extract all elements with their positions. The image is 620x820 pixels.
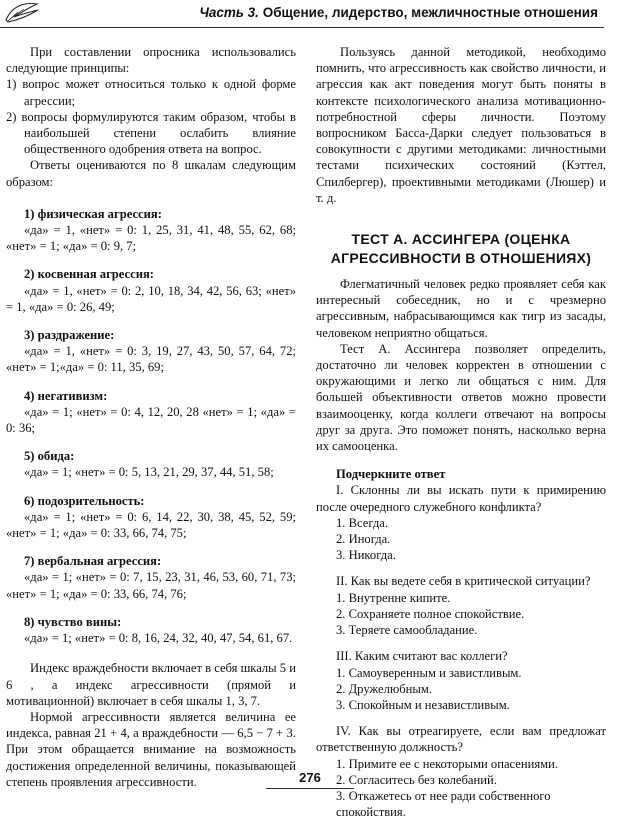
scale-title: 4) негативизм: xyxy=(24,388,108,403)
left-column xyxy=(6,44,296,790)
scale-title: 1) физическая агрессия: xyxy=(24,206,162,221)
index-paragraph: Индекс враждебности включает в себя шкалы 5 и 6 , а индекс агрессивности (прямой и мотивационной) включает в себя шкалы 1, 3, 7. xyxy=(6,661,296,708)
chapter-title: Общение, лидерство, межличностные отношения xyxy=(262,5,598,20)
test-title: ТЕСТ А. АССИНГЕРА (ОЦЕНКА АГРЕССИВНОСТИ В ОТНОШЕНИЯХ) xyxy=(330,231,592,267)
question-text: III. Каким считают вас коллеги? xyxy=(336,649,508,664)
scale-block xyxy=(6,206,296,255)
answer-option: 3. Теряете самообладание. xyxy=(336,623,478,638)
test-description-paragraph: Тест А. Ассингера позволяет определить, достаточно ли человек корректен в отношении с окружающими и легко ли общаться с ним. Для большей объективности ответов можно провести взаимооценку, когда коллеги отвечают на вопросы друг за друга. Это поможет понять, насколько верна их самооценка. xyxy=(316,341,606,454)
scale-values: «да» = 1, «нет» = 0: 2, 10, 18, 34, 42, 56, 63; «нет» = 1, «да» = 0: 26, 49; xyxy=(6,283,296,314)
test-intro-paragraph: Флегматичный человек редко проявляет себя как интересный собеседник, но и с чрезмерно агрессивным, набрасывающимся как тигр из засады, человеком неприятно общаться. xyxy=(316,277,606,340)
method-paragraph: Пользуясь данной методикой, необходимо помнить, что агрессивность как свойство личности, и агрессия как акт поведения могут быть поняты в контексте психологического анализа мотивационно-потребностной сферы личности. Поэтому вопросником Басса-Дарки следует пользоваться в совокупности с другими методиками: личностными тестами психических состояний (Кэттел, Спилбергер), проективными методиками (Люшер) и т. д. xyxy=(316,45,606,205)
scale-block xyxy=(6,614,296,646)
scale-block xyxy=(6,266,296,315)
running-title xyxy=(199,5,598,20)
scale-title: 7) вербальная агрессия: xyxy=(24,554,162,569)
question-block xyxy=(316,648,606,713)
norm-paragraph: Нормой агрессивности является величина ее индекса, равная 21 + 4, а враждебности — 6,5 − 7 + 3. При этом обращается внимание на возможность достижения определенной величины, показывающей степень проявления агрессивности. xyxy=(6,709,296,789)
answer-option: 1. Самоуверенным и завистливым. xyxy=(336,665,522,680)
answer-option: 1. Внутренне кипите. xyxy=(336,590,451,605)
page-header xyxy=(0,0,620,30)
scale-block xyxy=(6,327,296,376)
scale-title: 3) раздражение: xyxy=(24,328,115,343)
scale-title: 8) чувство вины: xyxy=(24,614,122,629)
scale-block xyxy=(6,388,296,437)
answer-option: 3. Никогда. xyxy=(336,548,396,563)
question-block xyxy=(316,573,606,638)
page-number: 276 xyxy=(299,770,321,785)
scale-values: «да» = 1; «нет» = 0: 5, 13, 21, 29, 37, 44, 51, 58; xyxy=(24,465,274,480)
scale-values: «да» = 1, «нет» = 0: 1, 25, 31, 41, 48, 55, 62, 68; «нет» = 1; «да» = 0: 9, 7; xyxy=(6,223,296,254)
question-text: II. Как вы ведете себя в критической ситуации? xyxy=(336,574,591,589)
answer-option: 1. Всегда. xyxy=(336,515,389,530)
footer-rule xyxy=(266,788,354,789)
scale-title: 2) косвенная агрессия: xyxy=(24,267,154,282)
task-instruction: Подчеркните ответ xyxy=(336,467,446,482)
scale-values: «да» = 1; «нет» = 0: 4, 12, 20, 28 «нет» = 1; «да» = 0: 36; xyxy=(6,404,296,436)
header-rule xyxy=(0,27,604,28)
scale-values: «да» = 1; «нет» = 0: 7, 15, 23, 31, 46, 53, 60, 71, 73; «нет» = 1; «да» = 0: 33, 66, 74, 76; xyxy=(6,570,296,601)
answer-option: 1. Примите ее с некоторыми опасениями. xyxy=(336,756,559,771)
right-column xyxy=(316,44,606,820)
intro-paragraph: При составлении опросника использовались следующие принципы: xyxy=(6,45,296,76)
scale-block xyxy=(6,553,296,602)
scale-block xyxy=(6,493,296,542)
scale-title: 5) обида: xyxy=(24,449,75,464)
principle-item: 2) вопросы формулируются таким образом, чтобы в наибольшей степени ослабить влияние общественного одобрения ответа на вопрос. xyxy=(6,109,296,157)
principle-item: 1) вопрос может относиться только к одной форме агрессии; xyxy=(6,77,296,108)
answer-option: 2. Иногда. xyxy=(336,532,391,547)
answers-intro: Ответы оцениваются по 8 шкалам следующим образом: xyxy=(6,158,296,189)
question-text: IV. Как вы отреагируете, если вам предложат ответственную должность? xyxy=(316,724,606,755)
scale-title: 6) подозрительность: xyxy=(24,493,145,508)
part-label: Часть 3. xyxy=(199,5,259,20)
question-block xyxy=(316,482,606,563)
answer-option: 3. Спокойным и независтливым. xyxy=(336,697,510,712)
scale-block xyxy=(6,448,296,480)
feather-logo-icon xyxy=(4,0,40,24)
answer-option: 3. Откажетесь от нее ради собственного спокойствия. xyxy=(336,788,551,820)
answer-option: 2. Сохраняете полное спокойствие. xyxy=(336,606,525,621)
answer-option: 2. Дружелюбным. xyxy=(336,681,432,696)
scale-values: «да» = 1; «нет» = 0: 6, 14, 22, 30, 38, 45, 52, 59; «нет» = 1; «да» = 0: 33, 66, 74, 75; xyxy=(6,509,296,541)
answer-option: 2. Согласитесь без колебаний. xyxy=(336,772,497,787)
scale-values: «да» = 1; «нет» = 0: 8, 16, 24, 32, 40, 47, 54, 61, 67. xyxy=(24,631,293,646)
question-text: I. Склонны ли вы искать пути к примирению после очередного служебного конфликта? xyxy=(316,483,606,514)
scale-values: «да» = 1, «нет» = 0: 3, 19, 27, 43, 50, 57, 64, 72; «нет» = 1;«да» = 0: 11, 35, 69; xyxy=(6,344,296,375)
